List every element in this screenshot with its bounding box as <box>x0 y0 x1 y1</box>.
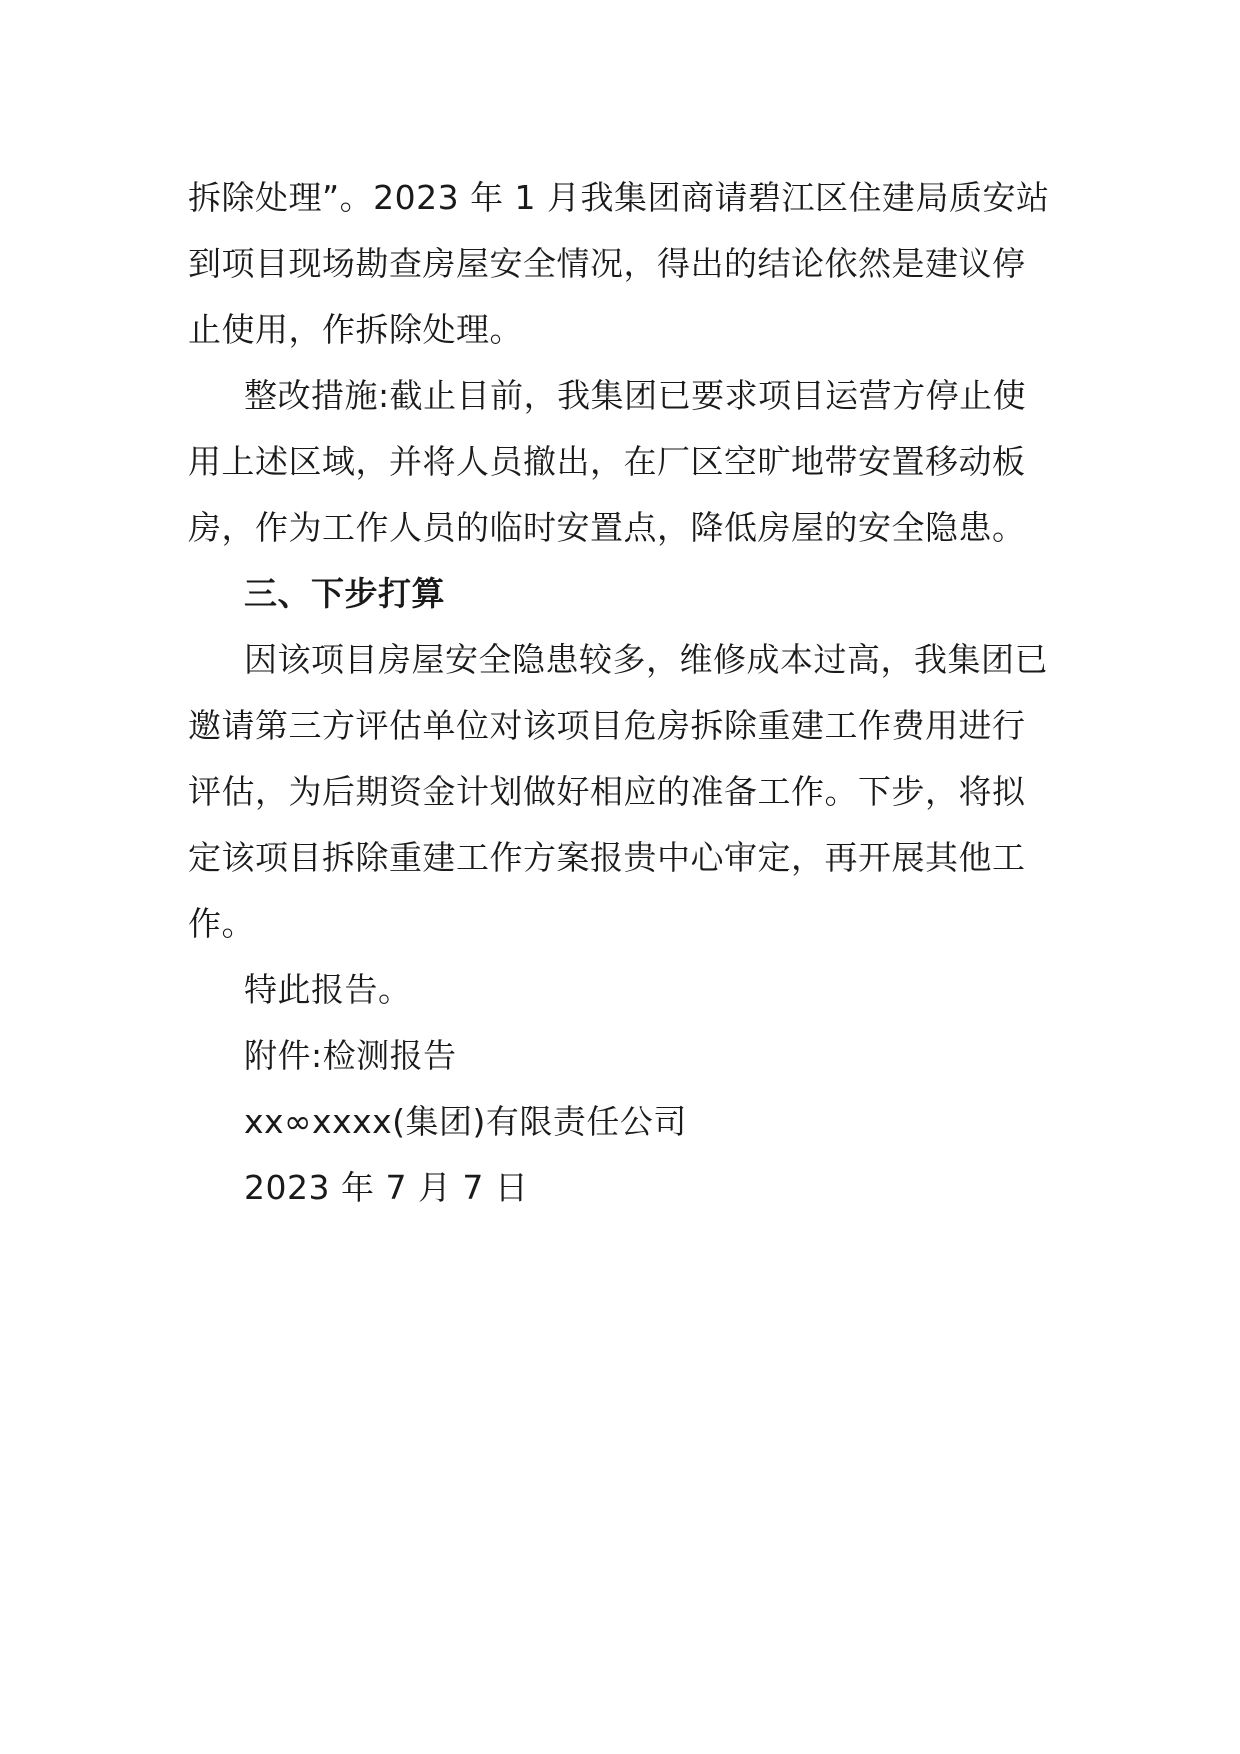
text-line: 因该项目房屋安全隐患较多，维修成本过高，我集团已 <box>244 640 1048 679</box>
document-body <box>188 165 1068 1221</box>
paragraph-rectification-measures <box>188 363 1068 561</box>
text-line: 到项目现场勘查房屋安全情况，得出的结论依然是建议停 <box>188 244 1026 283</box>
text-line: 评估，为后期资金计划做好相应的准备工作。下步，将拟 <box>188 772 1026 811</box>
text-line: 房，作为工作人员的临时安置点，降低房屋的安全隐患。 <box>188 508 1026 547</box>
paragraph-demolition-conclusion <box>188 165 1068 363</box>
text-line: 邀请第三方评估单位对该项目危房拆除重建工作费用进行 <box>188 706 1026 745</box>
text-line: 定该项目拆除重建工作方案报贵中心审定，再开展其他工 <box>188 838 1026 877</box>
text-line: 作。 <box>188 904 255 943</box>
text-line: 整改措施:截止目前，我集团已要求项目运营方停止使 <box>244 376 1027 415</box>
document-date: 2023 年 7 月 7 日 <box>244 1168 529 1207</box>
closing-statement: 特此报告。 <box>244 970 412 1009</box>
text-line: 拆除处理”。2023 年 1 月我集团商请碧江区住建局质安站 <box>188 178 1050 217</box>
section-heading: 三、下步打算 <box>244 574 445 613</box>
paragraph-next-steps <box>188 627 1068 957</box>
text-line: 用上述区域，并将人员撤出，在厂区空旷地带安置移动板 <box>188 442 1026 481</box>
attachment-note: 附件:检测报告 <box>244 1036 457 1075</box>
company-signature: xx∞xxxx(集团)有限责任公司 <box>244 1102 687 1141</box>
text-line: 止使用，作拆除处理。 <box>188 310 523 349</box>
